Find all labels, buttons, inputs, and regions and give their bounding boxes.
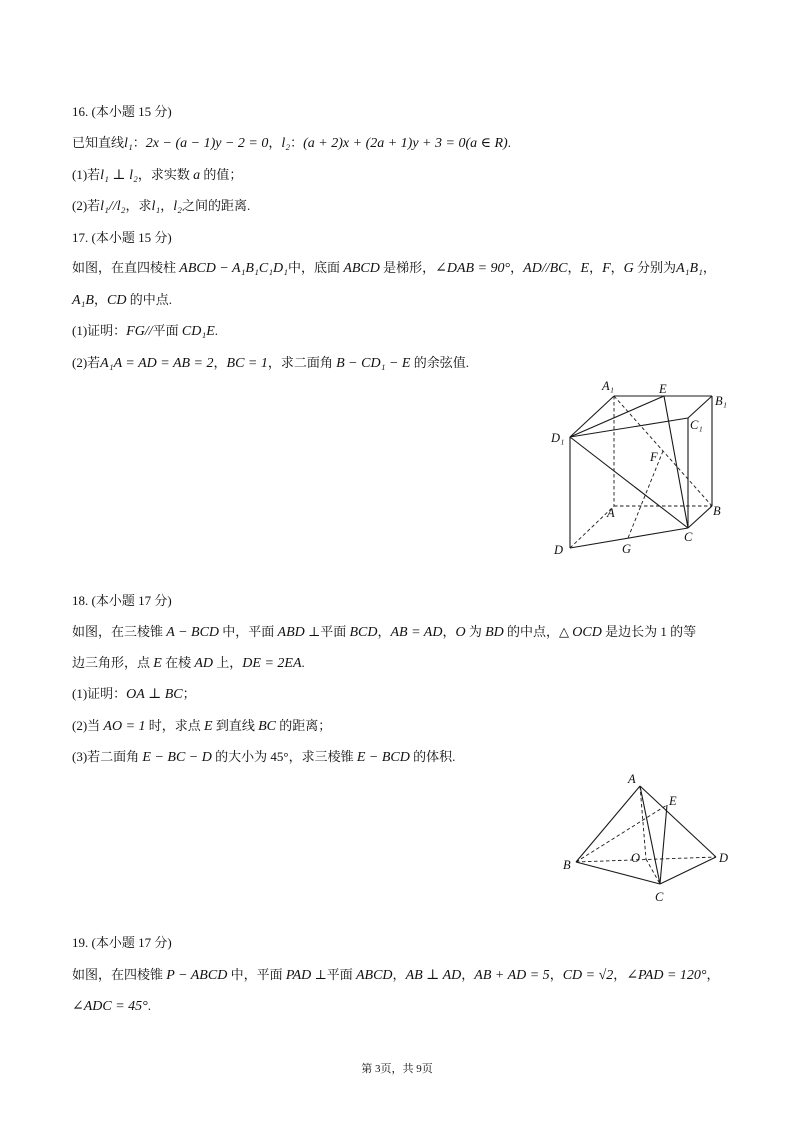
text-run: (1)证明：	[72, 686, 127, 701]
math-expression: DE = 2EA	[242, 656, 302, 671]
math-expression: G	[623, 261, 634, 276]
segment-EC	[660, 805, 667, 884]
math-expression: A − BCD	[166, 625, 220, 640]
question-16-stem	[72, 134, 511, 153]
text-run: ，	[589, 260, 603, 275]
math-expression: (a + 2)x + (2a + 1)y + 3 = 0(a ∈ R)	[303, 136, 508, 151]
math-expression: E	[580, 261, 590, 276]
text-run: (2)当	[72, 718, 104, 733]
edge-CD	[660, 857, 716, 884]
text-run: 如图，在直四棱柱	[72, 260, 180, 275]
text-run: ，求	[125, 198, 152, 213]
text-run: 边三角形，点	[72, 655, 154, 670]
math-expression: ∠DAB = 90°	[435, 261, 511, 276]
math-expression: l₁ ⊥ l₂	[100, 168, 138, 183]
segment-D1C	[570, 437, 688, 528]
label-A: A	[607, 506, 615, 520]
text-run: 的值；	[200, 167, 243, 182]
text-run: 为	[465, 624, 486, 639]
math-expression: CD₁E	[181, 324, 215, 339]
label-D: D	[554, 543, 564, 557]
question-18-part-1	[72, 685, 196, 704]
question-17-part-2	[72, 354, 469, 373]
math-expression: l₁	[124, 136, 133, 151]
text-run: 时，求点	[145, 718, 205, 733]
math-expression: ∠ADC = 45°	[72, 999, 148, 1014]
text-run: 的大小为 45°，求三棱锥	[211, 749, 357, 764]
math-expression: E − BCD	[356, 750, 410, 765]
question-18-part-2	[72, 717, 331, 736]
math-expression: CD	[107, 293, 127, 308]
label-F: F	[650, 450, 658, 464]
label-O: O	[631, 851, 641, 865]
text-run: .	[301, 655, 305, 670]
text-run: ，	[442, 624, 456, 639]
math-expression: l₂	[281, 136, 291, 151]
text-run: (2)若	[72, 355, 101, 370]
text-run: 中，底面	[288, 260, 344, 275]
question-16-part-2	[72, 197, 250, 216]
label-E: E	[669, 794, 677, 808]
segment-EC	[664, 396, 688, 528]
math-expression: AB ⊥ AD	[405, 968, 462, 983]
text-run: (1)证明：	[72, 323, 127, 338]
text-run: 之间的距离.	[182, 198, 251, 213]
label-C: C	[684, 530, 693, 544]
text-run: ：	[132, 135, 146, 150]
math-expression: 2x − (a − 1)y − 2 = 0	[145, 136, 269, 151]
segment-D1E	[570, 396, 664, 437]
text-run: 如图，在三棱锥	[72, 624, 167, 639]
math-expression: CD = √2	[562, 968, 614, 983]
question-19-stem-line-2	[72, 997, 151, 1016]
text-run: 的余弦值.	[410, 355, 469, 370]
math-expression: BC	[258, 719, 277, 734]
text-run: ，	[549, 967, 563, 982]
label-C: C	[655, 890, 664, 904]
text-run: (1)若	[72, 167, 101, 182]
math-expression: ABCD − A₁B₁C₁D₁	[179, 261, 289, 276]
math-expression: E	[204, 719, 213, 734]
math-expression: A₁A = AD = AB = 2	[100, 356, 214, 371]
question-18-stem-line-1	[72, 623, 696, 642]
text-run: ，	[613, 967, 627, 982]
math-expression: AB + AD = 5	[474, 968, 550, 983]
text-run: 上，	[213, 655, 243, 670]
question-17-stem-line-2	[72, 291, 172, 310]
text-run: 19. (本小题 17 分)	[72, 935, 172, 950]
math-expression: OCD	[572, 625, 602, 640]
text-run: 中，平面	[227, 967, 286, 982]
label-D: D	[719, 851, 729, 865]
label-B: B	[713, 504, 721, 518]
text-run: ，求二面角	[267, 355, 337, 370]
label-D1: D₁	[551, 431, 565, 445]
text-run: 已知直线	[72, 135, 125, 150]
math-expression: ABD	[277, 625, 305, 640]
text-run: ，	[610, 260, 624, 275]
prism-figure	[545, 375, 735, 565]
text-run: 如图，在四棱锥	[72, 967, 167, 982]
label-B1: B₁	[715, 394, 727, 408]
math-expression: AB = AD	[390, 625, 443, 640]
text-run: 中，平面	[219, 624, 278, 639]
math-expression: l₂	[173, 199, 183, 214]
math-expression: l₁	[151, 199, 161, 214]
edge-B1C1	[688, 396, 712, 418]
math-expression: ∠PAD = 120°	[626, 968, 707, 983]
text-run: .	[147, 998, 152, 1013]
segment-FG	[628, 451, 663, 538]
text-run: .	[214, 323, 219, 338]
text-run: 是梯形，	[379, 260, 436, 275]
text-run: 的中点.	[126, 292, 172, 307]
math-expression: BD	[485, 625, 504, 640]
math-expression: OA ⊥ BC	[126, 687, 183, 702]
question-18-title	[72, 592, 172, 610]
text-run: 18. (本小题 17 分)	[72, 593, 172, 608]
math-expression: FG//	[126, 324, 153, 339]
text-run: 的距离；	[276, 718, 332, 733]
text-run: ，	[392, 967, 406, 982]
text-run: ：	[290, 135, 304, 150]
text-run: 的中点，△	[503, 624, 573, 639]
text-run: ，	[93, 292, 107, 307]
math-expression: AO = 1	[103, 719, 146, 734]
text-run: ，	[377, 624, 391, 639]
math-expression: PAD	[285, 968, 312, 983]
question-17-part-1	[72, 322, 218, 341]
math-expression: l₁//l₂	[100, 199, 126, 214]
segment-AO	[640, 786, 646, 859]
question-17-stem-line-1	[72, 259, 716, 278]
math-expression: ABCD	[343, 261, 380, 276]
text-run: 17. (本小题 15 分)	[72, 230, 172, 245]
text-run: ，求实数	[137, 167, 194, 182]
math-expression: A₁B	[72, 293, 94, 308]
math-expression: E	[153, 656, 162, 671]
text-run: ，	[160, 198, 174, 213]
text-run: ，	[510, 260, 524, 275]
text-run: 16. (本小题 15 分)	[72, 104, 172, 119]
text-run: 平面	[152, 323, 182, 338]
label-E: E	[659, 382, 667, 396]
question-16-part-1	[72, 166, 242, 185]
math-expression: B − CD₁ − E	[336, 356, 411, 371]
text-run: ，	[706, 967, 720, 982]
edge-AD	[640, 786, 716, 857]
text-run: 到直线	[212, 718, 259, 733]
question-16-title	[72, 103, 172, 121]
math-expression: AD//BC	[523, 261, 568, 276]
pyramid-figure	[555, 768, 735, 910]
label-C1: C₁	[690, 418, 703, 432]
question-17-title	[72, 229, 172, 247]
text-run: ⊥平面	[311, 967, 356, 982]
question-19-title	[72, 934, 172, 952]
math-expression: P − ABCD	[166, 968, 228, 983]
math-expression: BCD	[349, 625, 378, 640]
text-run: ，	[213, 355, 227, 370]
math-expression: ABCD	[355, 968, 393, 983]
label-B: B	[563, 858, 571, 872]
math-expression: BC = 1	[226, 356, 268, 371]
edge-BC	[576, 862, 660, 884]
text-run: 分别为	[633, 260, 677, 275]
text-run: 是边长为 1 的等	[601, 624, 697, 639]
text-run: ⊥平面	[304, 624, 350, 639]
question-18-part-3	[72, 748, 455, 767]
math-expression: F	[602, 261, 611, 276]
text-run: (3)若二面角	[72, 749, 143, 764]
question-19-stem-line-1	[72, 966, 720, 985]
question-18-stem-line-2	[72, 654, 305, 673]
math-expression: a	[193, 168, 201, 183]
text-run: ，	[702, 260, 716, 275]
text-run: .	[507, 135, 511, 150]
text-run: ，	[567, 260, 581, 275]
text-run: (2)若	[72, 198, 101, 213]
label-A1: A₁	[602, 379, 614, 393]
math-expression: E − BC − D	[142, 750, 212, 765]
label-A: A	[628, 772, 636, 786]
math-expression: O	[455, 625, 466, 640]
text-run: ；	[182, 686, 196, 701]
page-number: 第 3页，共 9页	[361, 1063, 433, 1075]
text-run: ，	[268, 135, 282, 150]
text-run: 在棱	[161, 655, 195, 670]
label-G: G	[622, 542, 632, 556]
text-run: ，	[461, 967, 475, 982]
edge-BC	[688, 506, 712, 528]
text-run: 的体积.	[409, 749, 456, 764]
edge-AC	[640, 786, 660, 884]
math-expression: AD	[194, 656, 214, 671]
math-expression: A₁B₁	[676, 261, 703, 276]
